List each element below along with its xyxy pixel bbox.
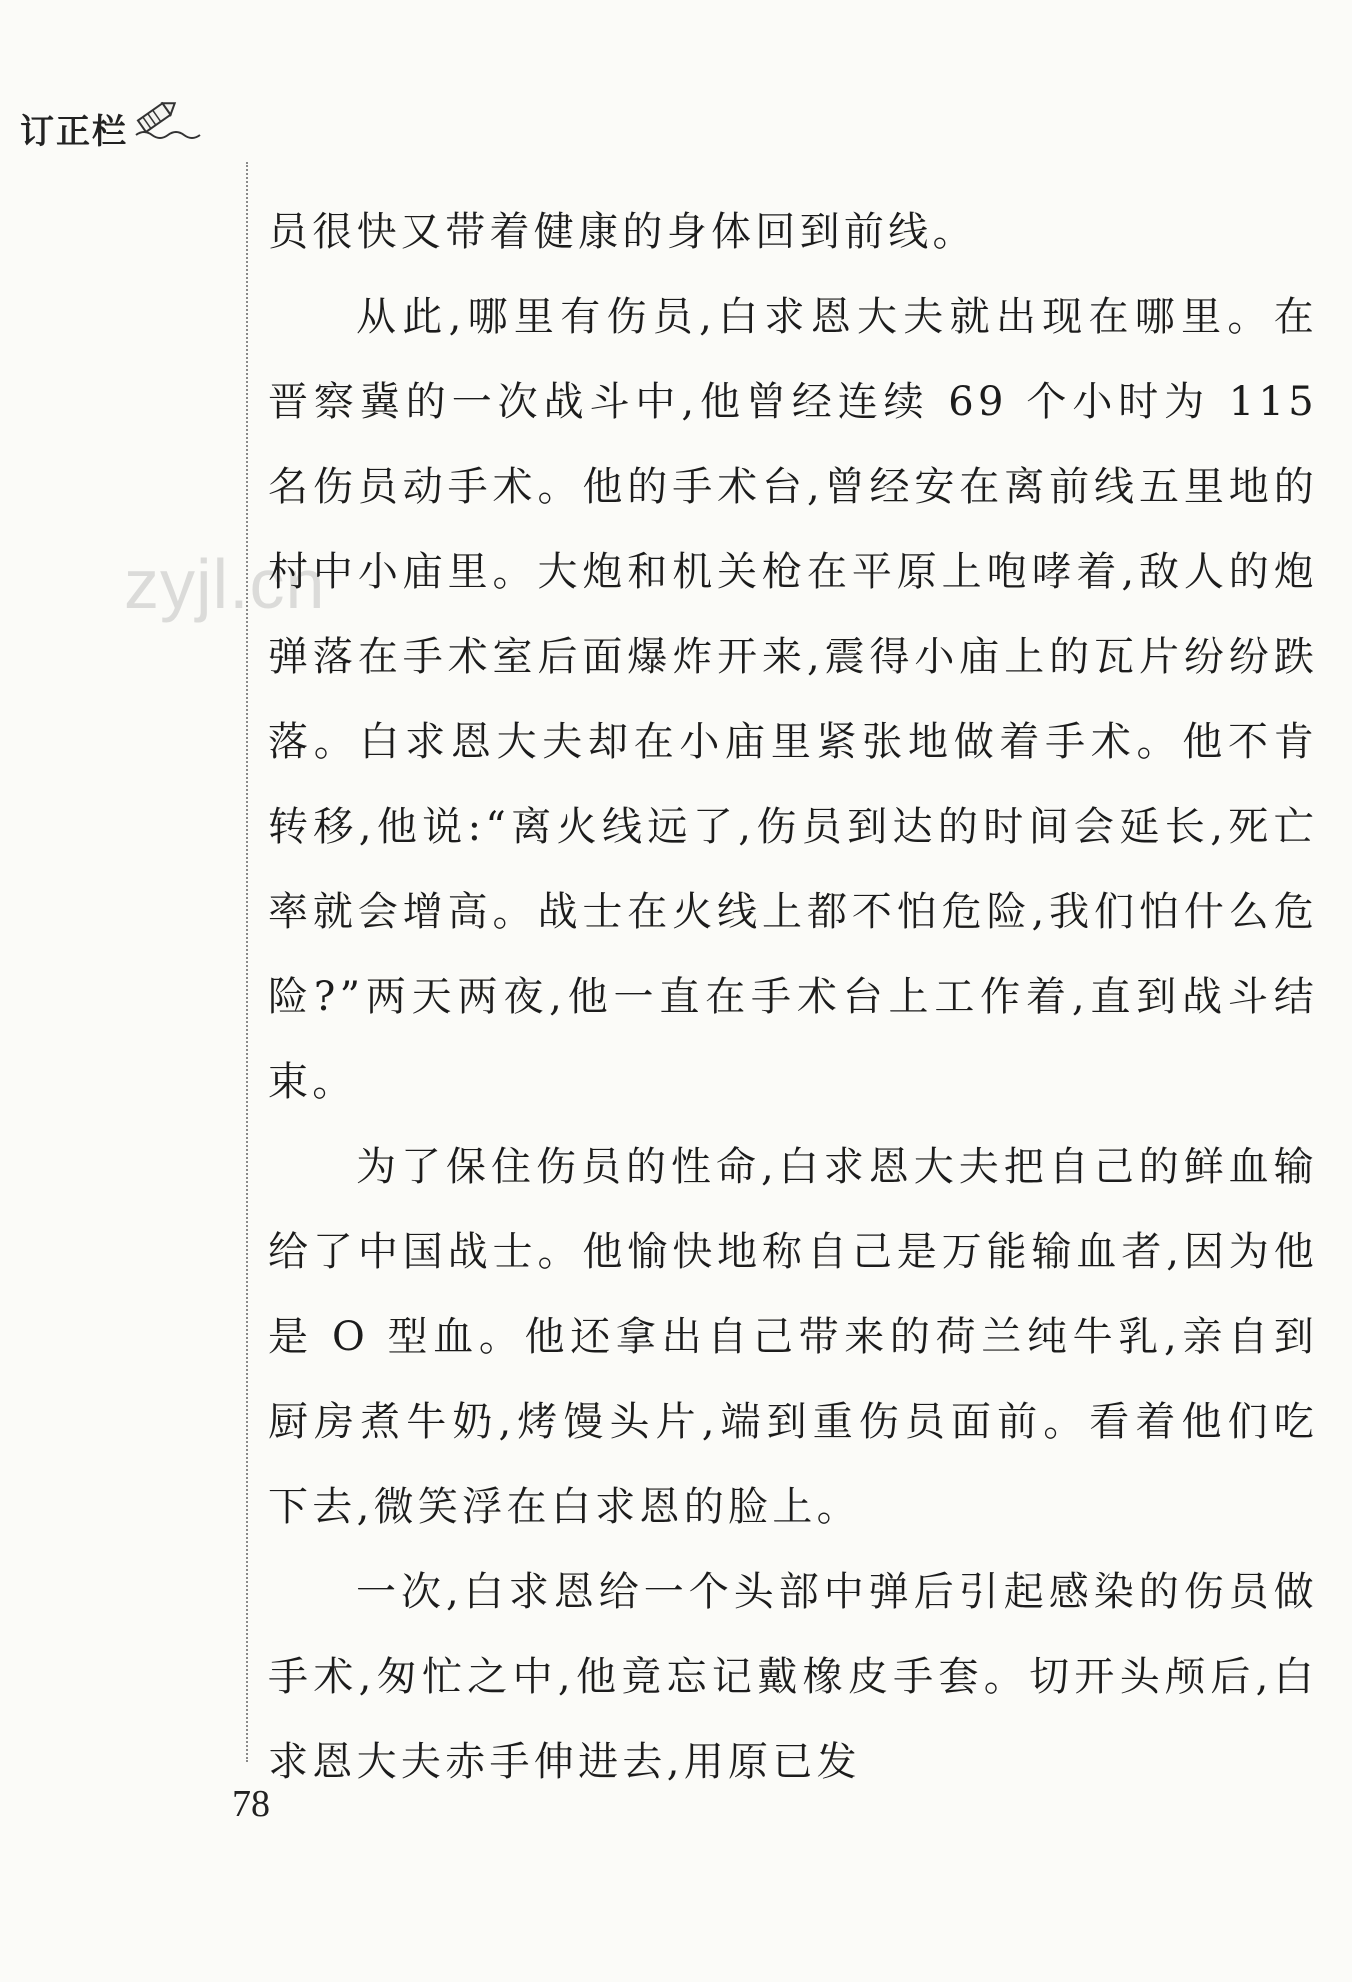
correction-column-header (20, 98, 202, 158)
margin-divider-line (246, 162, 248, 1762)
watermark: zyjl.cn (124, 545, 326, 623)
paragraph: 一次,白求恩给一个头部中弹后引起感染的伤员做手术,匆忙之中,他竟忘记戴橡皮手套。切开头颅后,白求恩大夫赤手伸进去,用原已发 (268, 1569, 1318, 1785)
paragraph-continuation: 员很快又带着健康的身体回到前线。 (268, 209, 977, 255)
paragraph: 为了保住伤员的性命,白求恩大夫把自己的鲜血输给了中国战士。他愉快地称自己是万能输血者,因为他是 O 型血。他还拿出自己带来的荷兰纯牛乳,亲自到厨房煮牛奶,烤馒头片,端到重伤员面前。看着他们吃下去,微笑浮在白求恩的脸上。 (268, 1144, 1318, 1530)
pencil-icon (132, 97, 202, 145)
text-body (268, 190, 1318, 1805)
paragraph: 从此,哪里有伤员,白求恩大夫就出现在哪里。在晋察冀的一次战斗中,他曾经连续 69 个小时为 115 名伤员动手术。他的手术台,曾经安在离前线五里地的村中小庙里。大炮和机关枪在平原上咆哮着,敌人的炮弹落在手术室后面爆炸开来,震得小庙上的瓦片纷纷跌落。白求恩大夫却在小庙里紧张地做着手术。他不肯转移,他说:“离火线远了,伤员到达的时间会延长,死亡率就会增高。战士在火线上都不怕危险,我们怕什么危险?”两天两夜,他一直在手术台上工作着,直到战斗结束。 (268, 294, 1318, 1105)
correction-column-label: 订正栏 (20, 111, 128, 152)
page-number: 78 (232, 1783, 270, 1825)
